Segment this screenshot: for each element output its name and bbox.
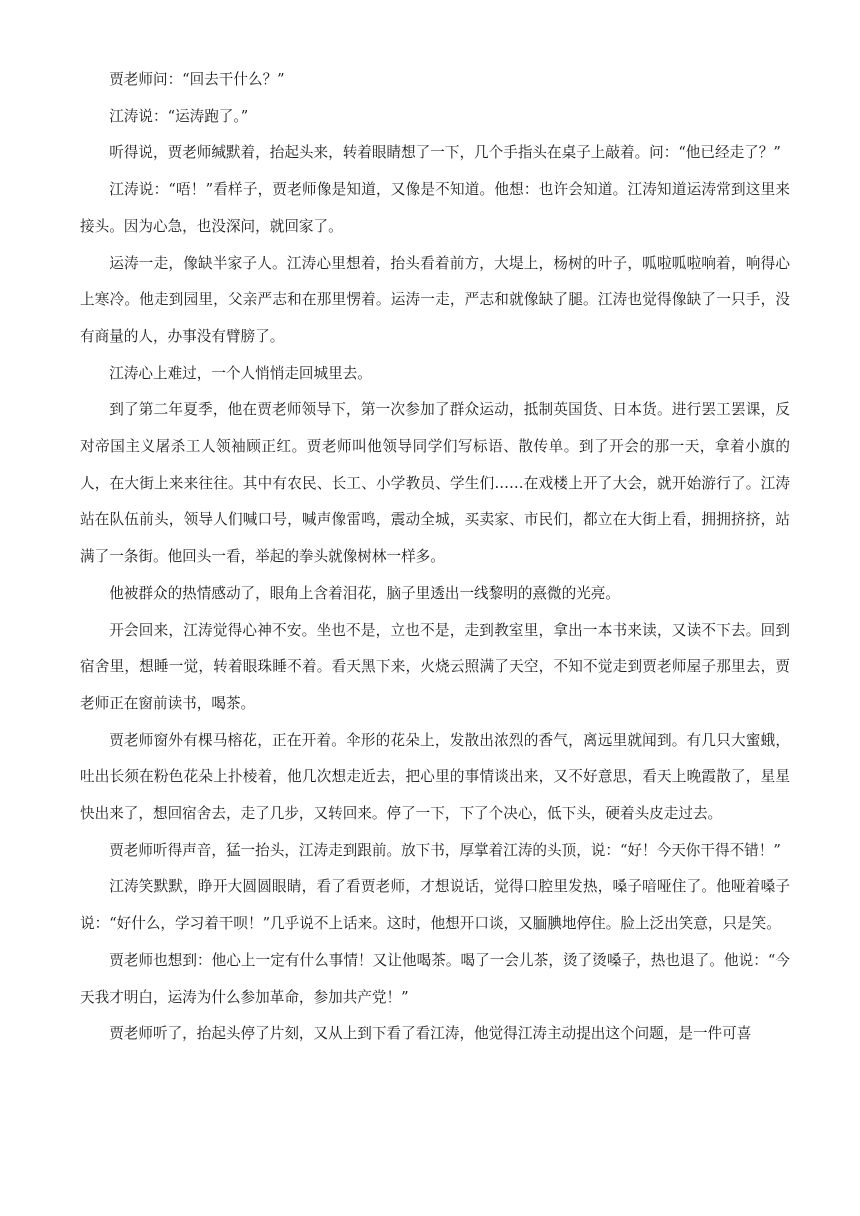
paragraph: 贾老师窗外有棵马榕花，正在开着。伞形的花朵上，发散出浓烈的香气，离远里就闻到。有几只大蜜蛾，吐出长须在粉色花朵上扑棱着，他几次想走近去，把心里的事情谈出来，又不好意思，看天上晚霞散了，星星快出来了，想回宿舍去，走了几步，又转回来。停了一下，下了个决心，低下头，硬着头皮走过去。 <box>80 731 790 823</box>
paragraph: 江涛心上难过，一个人悄悄走回城里去。 <box>109 364 372 382</box>
document-body <box>80 62 790 1053</box>
paragraph: 他被群众的热情感动了，眼角上含着泪花，脑子里透出一线黎明的熹微的光亮。 <box>109 584 620 602</box>
paragraph: 江涛说：“运涛跑了。” <box>109 107 249 125</box>
paragraph: 江涛笑默默，睁开大圆圆眼睛，看了看贾老师，才想说话，觉得口腔里发热，嗓子喑哑住了。他哑着嗓子说：“好什么，学习着干呗！”几乎说不上话来。这时，他想开口谈，又腼腆地停住。脸上泛出笑意，只是笑。 <box>80 878 790 933</box>
paragraph: 贾老师也想到：他心上一定有什么事情！又让他喝茶。喝了一会儿茶，烫了烫嗓子，热也退了。他说：“今天我才明白，运涛为什么参加革命，参加共产党！” <box>80 951 790 1006</box>
paragraph: 贾老师听了，抬起头停了片刻，又从上到下看了看江涛，他觉得江涛主动提出这个问题，是一件可喜 <box>109 1025 752 1043</box>
paragraph: 开会回来，江涛觉得心神不安。坐也不是，立也不是，走到教室里，拿出一本书来读，又读不下去。回到宿舍里，想睡一觉，转着眼珠睡不着。看天黑下来，火烧云照满了天空，不知不觉走到贾老师屋子那里去，贾老师正在窗前读书，喝茶。 <box>80 621 790 712</box>
paragraph: 江涛说：“唔！”看样子，贾老师像是知道，又像是不知道。他想：也许会知道。江涛知道运涛常到这里来接头。因为心急，也没深问，就回家了。 <box>80 181 790 235</box>
paragraph: 贾老师听得声音，猛一抬头，江涛走到跟前。放下书，厚掌着江涛的头顶，说：“好！今天你干得不错！” <box>109 841 781 859</box>
paragraph: 运涛一走，像缺半家子人。江涛心里想着，抬头看着前方，大堤上，杨树的叶子，呱啦呱啦响着，响得心上寒冷。他走到园里，父亲严志和在那里愣着。运涛一走，严志和就像缺了腿。江涛也觉得像缺了一只手，没有商量的人，办事没有臂膀了。 <box>80 254 790 345</box>
paragraph: 听得说，贾老师缄默着，抬起头来，转着眼睛想了一下，几个手指头在桌子上敲着。问：“他已经走了？” <box>109 144 781 162</box>
paragraph: 到了第二年夏季，他在贾老师领导下，第一次参加了群众运动，抵制英国货、日本货。进行罢工罢课，反对帝国主义屠杀工人领袖顾正红。贾老师叫他领导同学们写标语、散传单。到了开会的那一天，拿着小旗的人，在大街上来来往往。其中有农民、长工、小学教员、学生们……在戏楼上开了大会，就开始游行了。江涛站在队伍前头，领导人们喊口号，喊声像雷鸣，震动全城，买卖家、市民们，都立在大街上看，拥拥挤挤，站满了一条街。他回头一看，举起的拳头就像树林一样多。 <box>80 401 790 566</box>
paragraph: 贾老师问：“回去干什么？” <box>109 71 285 88</box>
